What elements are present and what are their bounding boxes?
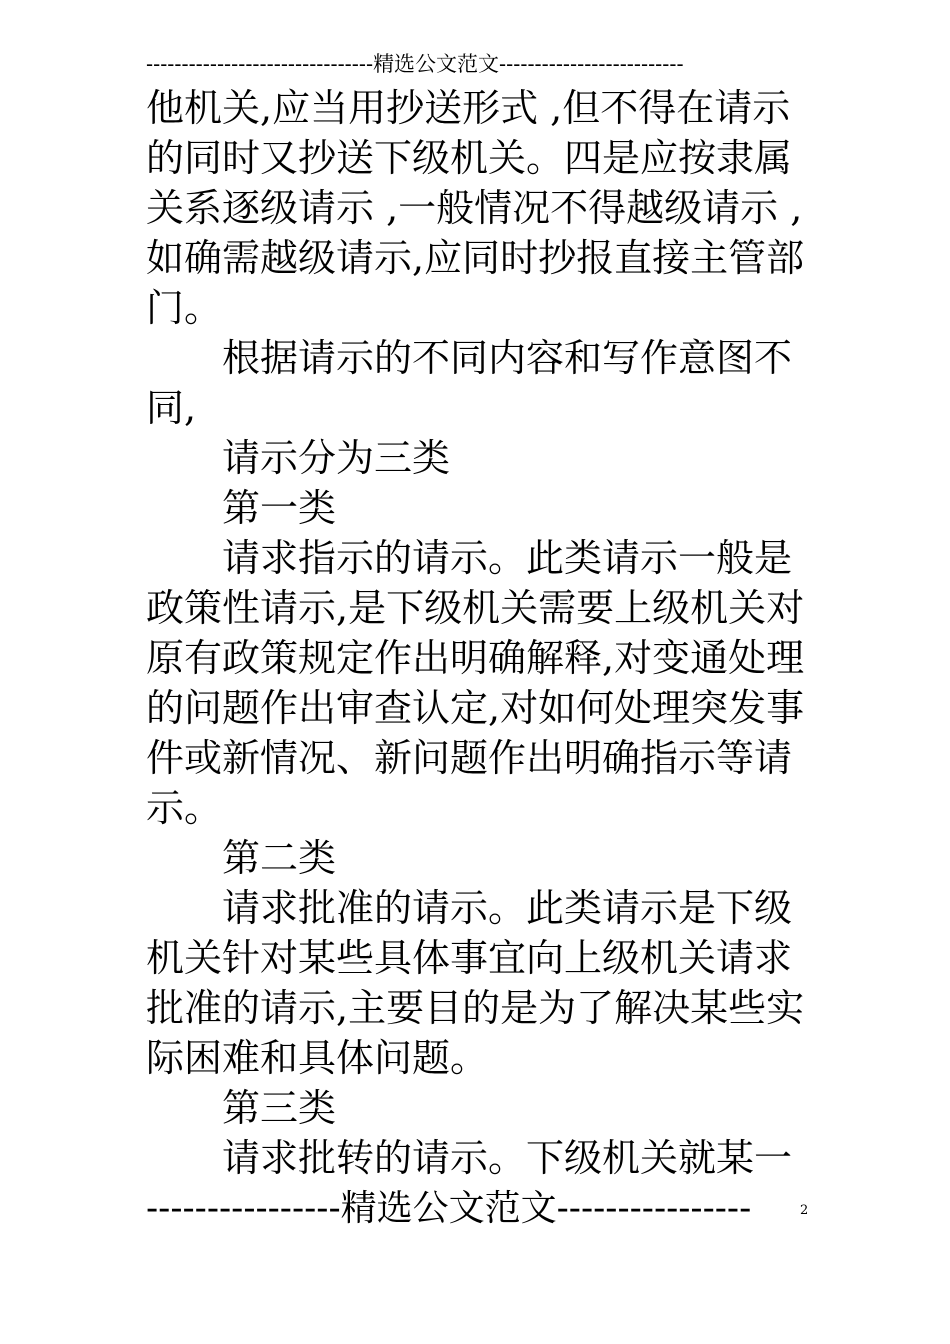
page-footer: ----------------精选公文范文---------------- (146, 1188, 752, 1229)
paragraph-start-line: 根据请示的不同内容和写作意图不 (222, 336, 793, 380)
body-line: 际困难和具体问题。 (146, 1036, 489, 1080)
category-heading-1: 第一类 (222, 486, 337, 530)
section-heading: 请示分为三类 (222, 436, 451, 480)
paragraph-start-line: 请求指示的请示。此类请示一般是 (222, 536, 793, 580)
body-line: 机关针对某些具体事宜向上级机关请求 (146, 936, 793, 980)
page-number: 2 (800, 1203, 809, 1218)
category-heading-2: 第二类 (222, 836, 337, 880)
body-line: 如确需越级请示,应同时抄报直接主管部 (146, 236, 805, 280)
document-body (146, 83, 826, 1183)
body-line: 门。 (146, 286, 223, 330)
body-line: 关系逐级请示 ,一般情况不得越级请示 , (146, 186, 803, 230)
body-line: 件或新情况、新问题作出明确指示等请 (146, 736, 793, 780)
body-line: 示。 (146, 786, 223, 830)
body-line: 的问题作出审查认定,对如何处理突发事 (146, 686, 805, 730)
body-line: 同, (146, 386, 197, 430)
body-line: 批准的请示,主要目的是为了解决某些实 (146, 986, 805, 1030)
body-line: 的同时又抄送下级机关。四是应按隶属 (146, 136, 793, 180)
body-line: 原有政策规定作出明确解释,对变通处理 (146, 636, 805, 680)
category-heading-3: 第三类 (222, 1086, 337, 1130)
paragraph-start-line: 请求批准的请示。此类请示是下级 (222, 886, 793, 930)
page-header: --------------------------------精选公文范文-------------------------- (146, 52, 684, 76)
body-line: 他机关,应当用抄送形式 ,但不得在请示 (146, 86, 791, 130)
body-line: 政策性请示,是下级机关需要上级机关对 (146, 586, 805, 630)
paragraph-start-line: 请求批转的请示。下级机关就某一 (222, 1136, 793, 1180)
